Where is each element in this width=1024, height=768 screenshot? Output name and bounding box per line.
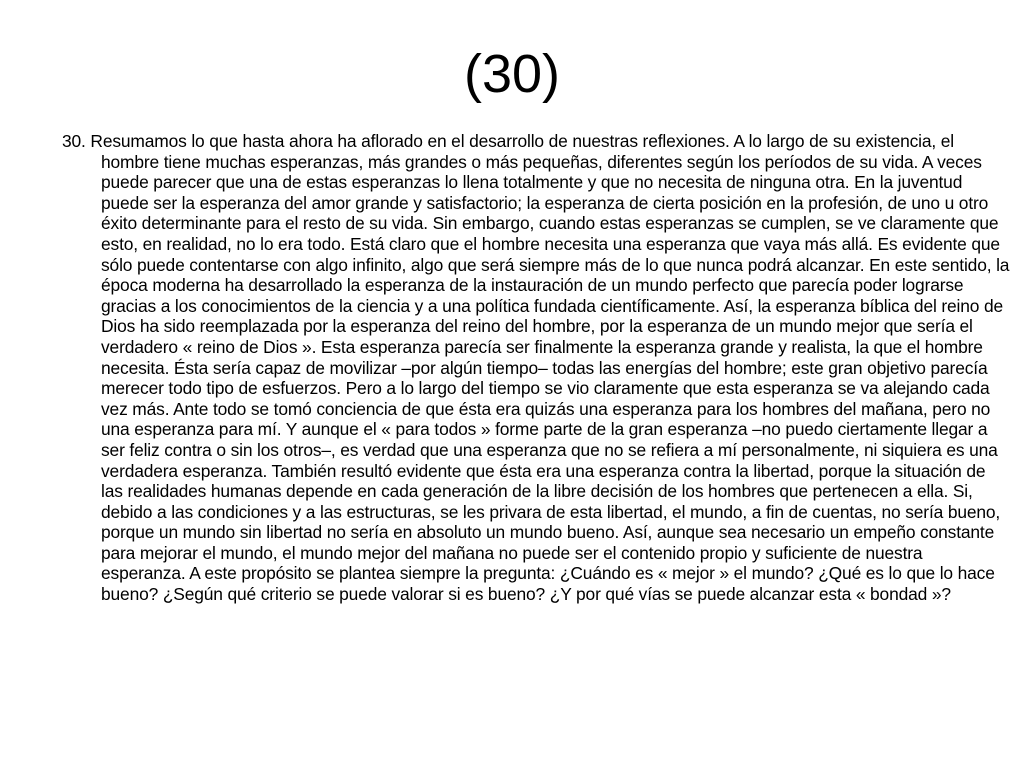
slide-title: (30) (463, 44, 561, 104)
slide-body-paragraph: 30. Resumamos lo que hasta ahora ha aflorado en el desarrollo de nuestras reflexiones. A lo largo de su existencia, el hombre tiene muchas esperanzas, más grandes o más pequeñas, diferentes según los períodos de su vida. A veces puede parecer que una de estas esperanzas lo llena totalmente y que no necesita de ninguna otra. En la juventud puede ser la esperanza del amor grande y satisfactorio; la esperanza de cierta posición en la profesión, de uno u otro éxito determinante para el resto de su vida. Sin embargo, cuando estas esperanzas se cumplen, se ve claramente que esto, en realidad, no lo era todo. Está claro que el hombre necesita una esperanza que vaya más allá. Es evidente que sólo puede contentarse con algo infinito, algo que será siempre más de lo que nunca podrá alcanzar. En este sentido, la época moderna ha desarrollado la esperanza de la instauración de un mundo perfecto que parecía poder lograrse gracias a los conocimientos de la ciencia y a una política fundada científicamente. Así, la esperanza bíblica del reino de Dios ha sido reemplazada por la esperanza del reino del hombre, por la esperanza de un mundo mejor que sería el verdadero « reino de Dios ». Esta esperanza parecía ser finalmente la esperanza grande y realista, la que el hombre necesita. Ésta sería capaz de movilizar –por algún tiempo– todas las energías del hombre; este gran objetivo parecía merecer todo tipo de esfuerzos. Pero a lo largo del tiempo se vio claramente que esta esperanza se va alejando cada vez más. Ante todo se tomó conciencia de que ésta era quizás una esperanza para los hombres del mañana, pero no una esperanza para mí. Y aunque el « para todos » forme parte de la gran esperanza –no puedo ciertamente llegar a ser feliz contra o sin los otros–, es verdad que una esperanza que no se refiera a mí personalmente, ni siquiera es una verdadera esperanza. También resultó evidente que ésta era una esperanza contra la libertad, porque la situación de las realidades humanas depende en cada generación de la libre decisión de los hombres que pertenecen a ella. Si, debido a las condiciones y a las estructuras, se les privara de esta libertad, el mundo, a fin de cuentas, no sería bueno, porque un mundo sin libertad no sería en absoluto un mundo bueno. Así, aunque sea necesario un empeño constante para mejorar el mundo, el mundo mejor del mañana no puede ser el contenido propio y suficiente de nuestra esperanza. A este propósito se plantea siempre la pregunta: ¿Cuándo es « mejor » el mundo? ¿Qué es lo que lo hace bueno? ¿Según qué criterio se puede valorar si es bueno? ¿Y por qué vías se puede alcanzar esta « bondad »? (62, 131, 1010, 605)
